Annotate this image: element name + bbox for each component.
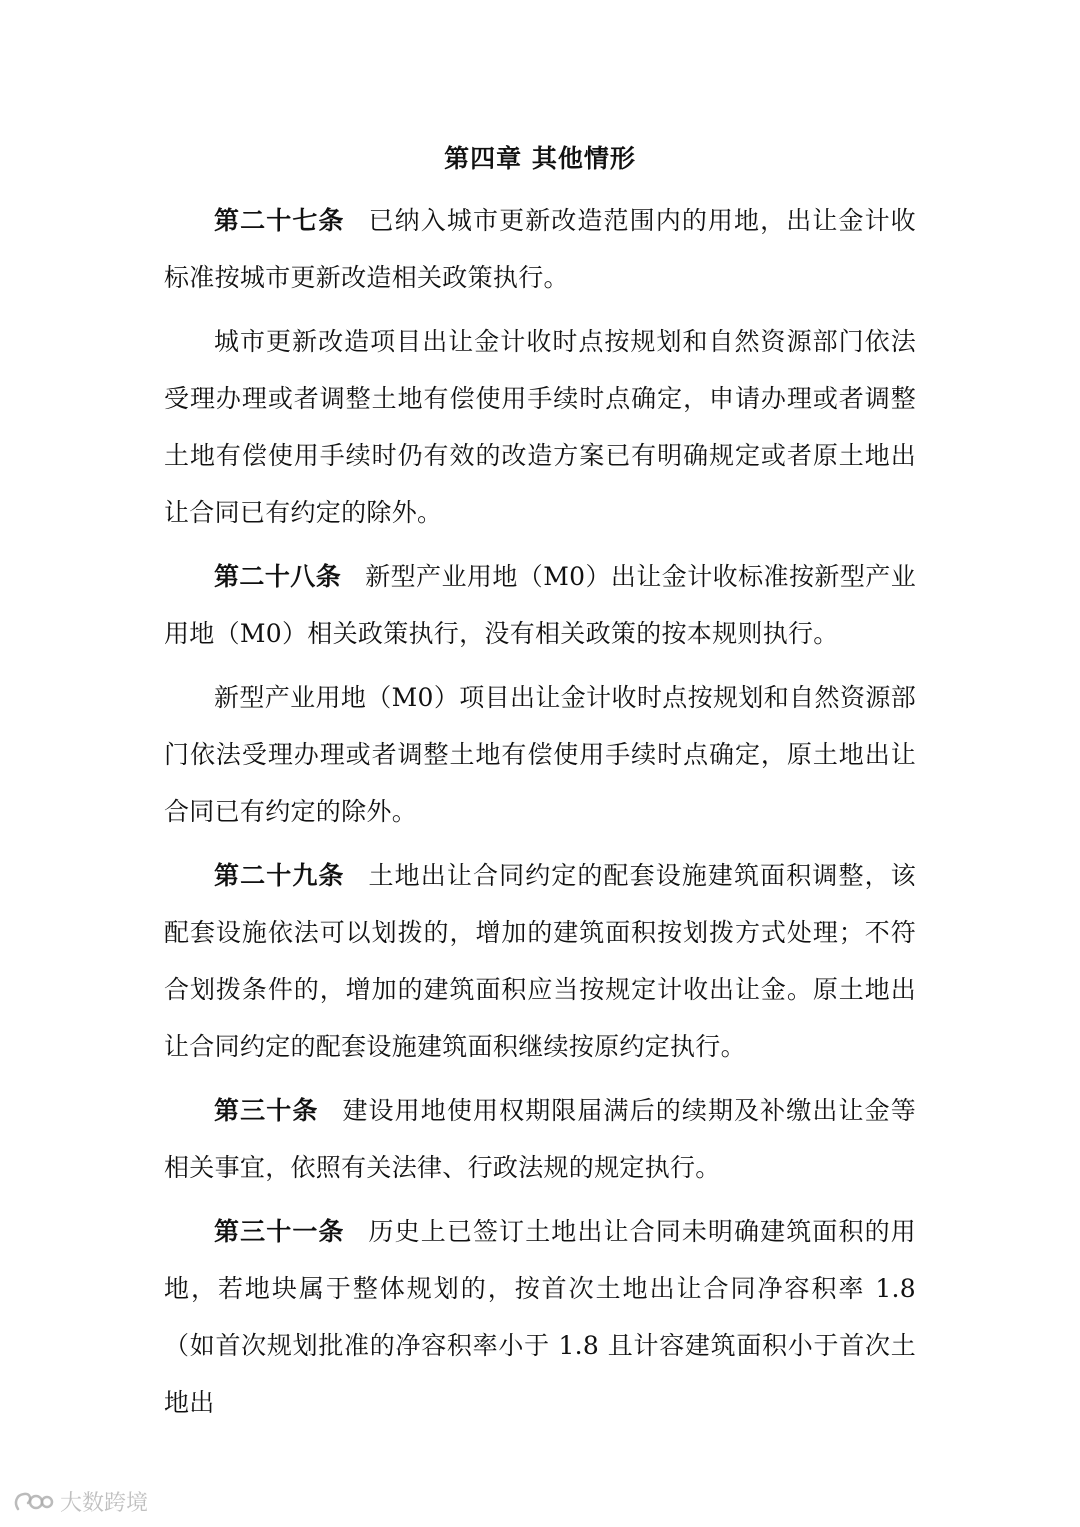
paragraph-text: 新型产业用地（M0）出让金计收标准按新型产业用地（M0）相关政策执行，没有相关政策的按本规则执行。 [164,562,916,648]
paragraph-article-30 [164,1082,916,1196]
article-label: 第二十八条 [214,562,342,591]
paragraph-article-28-cont [164,669,916,840]
paragraph-text: 土地出让合同约定的配套设施建筑面积调整，该配套设施依法可以划拨的，增加的建筑面积按划拨方式处理；不符合划拨条件的，增加的建筑面积应当按规定计收出让金。原土地出让合同约定的配套设施建筑面积继续按原约定执行。 [164,861,916,1061]
watermark-text: 大数跨境 [60,1491,149,1516]
paragraph-text: 新型产业用地（M0）项目出让金计收时点按规划和自然资源部门依法受理办理或者调整土地有偿使用手续时点确定，原土地出让合同已有约定的除外。 [164,683,916,826]
paragraph-article-29 [164,847,916,1075]
paragraph-text: 已纳入城市更新改造范围内的用地，出让金计收标准按城市更新改造相关政策执行。 [164,206,916,292]
dashuo-logo-icon [12,1489,54,1515]
paragraph-text: 城市更新改造项目出让金计收时点按规划和自然资源部门依法受理办理或者调整土地有偿使用手续时点确定，申请办理或者调整土地有偿使用手续时仍有效的改造方案已有明确规定或者原土地出让合同已有约定的除外。 [164,327,916,527]
article-label: 第三十一条 [214,1217,345,1246]
paragraph-article-27 [164,192,916,306]
paragraph-article-31 [164,1203,916,1431]
chapter-title: 第四章 其他情形 [444,144,636,173]
paragraph-text: 历史上已签订土地出让合同未明确建筑面积的用地，若地块属于整体规划的，按首次土地出让合同净容积率 1.8（如首次规划批准的净容积率小于 1.8 且计容建筑面积小于首次土地出 [164,1217,916,1417]
paragraph-text: 建设用地使用权期限届满后的续期及补缴出让金等相关事宜，依照有关法律、行政法规的规定执行。 [164,1096,916,1182]
article-label: 第三十条 [214,1096,319,1125]
document-body [164,192,916,1438]
watermark [12,1486,148,1517]
article-label: 第二十九条 [214,861,345,890]
article-label: 第二十七条 [214,206,345,235]
paragraph-article-28 [164,548,916,662]
paragraph-article-27-cont [164,313,916,541]
